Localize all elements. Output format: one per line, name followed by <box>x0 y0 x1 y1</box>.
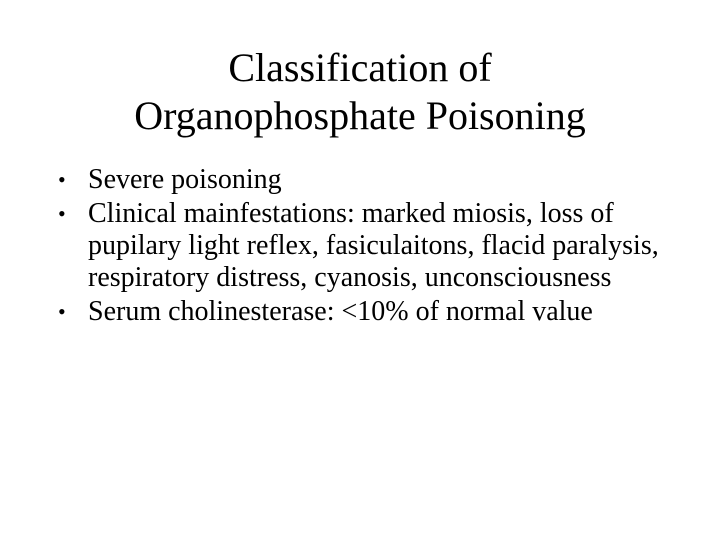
bullet-text: Serum cholinesterase: <10% of normal value <box>88 296 593 327</box>
bullet-text: Severe poisoning <box>88 164 282 195</box>
bullet-item <box>58 296 668 328</box>
slide-title-line-1: Classification of <box>228 45 492 90</box>
slide-title-line-2: Organophosphate Poisoning <box>134 93 586 138</box>
bullet-item <box>58 164 668 196</box>
bullet-dot-icon: • <box>58 167 66 192</box>
bullet-list <box>58 164 668 330</box>
bullet-dot-icon: • <box>58 201 66 226</box>
bullet-dot-icon: • <box>58 299 66 324</box>
slide-title <box>60 44 660 140</box>
bullet-text: Clinical mainfestations: marked miosis, loss of pupilary light reflex, fasiculaitons, flacid paralysis, respiratory distress, cyanosis, unconsciousness <box>88 198 659 293</box>
bullet-item <box>58 198 668 294</box>
